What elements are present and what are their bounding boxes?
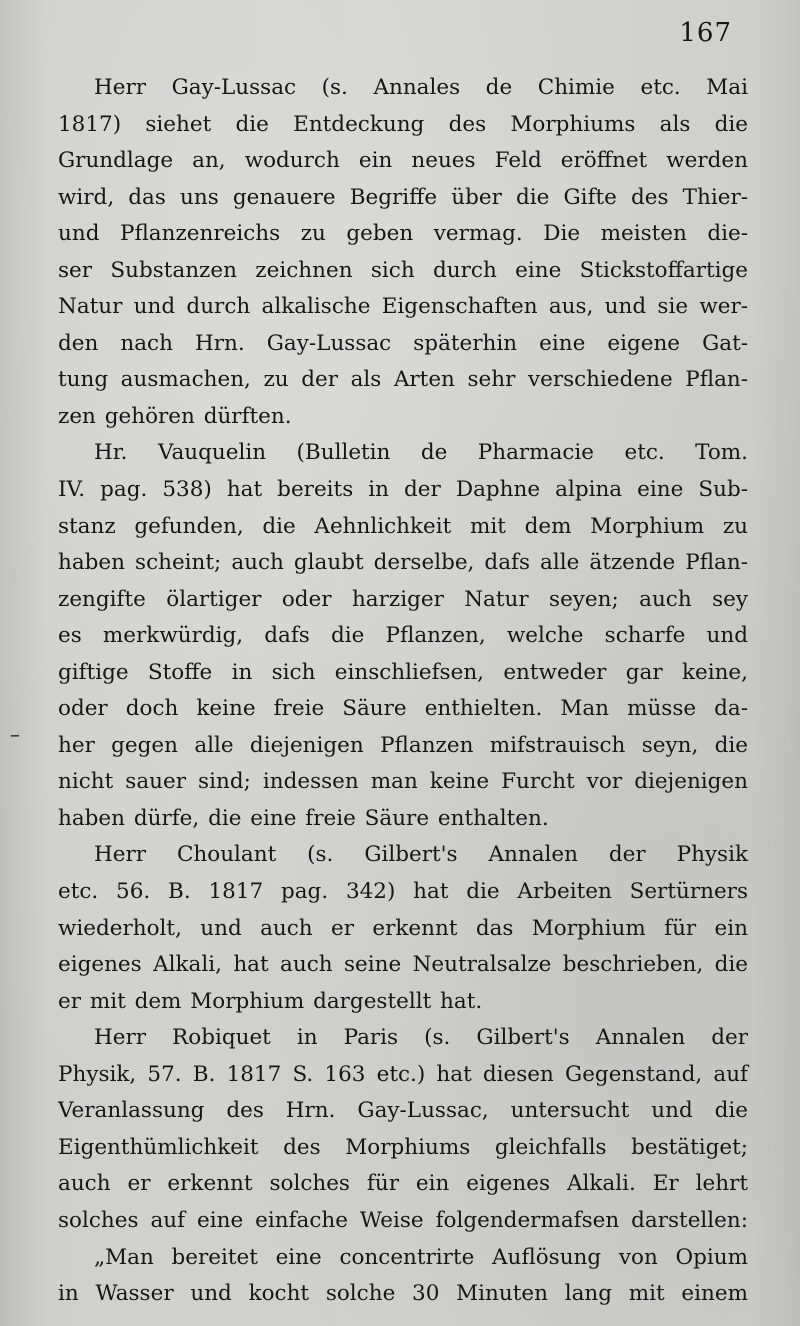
text-line: Eigenthümlichkeit des Morphiums gleichfalls bestätiget; <box>58 1134 748 1160</box>
text-line: Herr Robiquet in Paris (s. Gilbert's Annalen der <box>94 1025 748 1051</box>
text-line: nicht sauer sind; indessen man keine Furcht vor diejenigen <box>58 769 748 795</box>
text-line: etc. 56. B. 1817 pag. 342) hat die Arbeiten Sertürners <box>58 879 748 905</box>
text-line: giftige Stoffe in sich einschliefsen, entweder gar keine, <box>58 659 748 685</box>
text-line: er mit dem Morphium dargestellt hat. <box>58 988 483 1014</box>
text-line: zen gehören dürften. <box>58 403 292 429</box>
text-line: solches auf eine einfache Weise folgendermafsen darstellen: <box>58 1207 748 1233</box>
margin-mark: – <box>10 722 20 746</box>
text-line: zengifte ölartiger oder harziger Natur seyen; auch sey <box>58 586 748 612</box>
text-line: tung ausmachen, zu der als Arten sehr verschiedene Pflan- <box>58 367 748 393</box>
text-line: stanz gefunden, die Aehnlichkeit mit dem Morphium zu <box>58 513 748 539</box>
text-line: Veranlassung des Hrn. Gay-Lussac, untersucht und die <box>58 1098 748 1124</box>
body-text <box>58 70 748 1313</box>
text-line: Hr. Vauquelin (Bulletin de Pharmacie etc. Tom. <box>94 440 748 466</box>
text-line: auch er erkennt solches für ein eigenes Alkali. Er lehrt <box>58 1171 748 1197</box>
text-line: IV. pag. 538) hat bereits in der Daphne alpina eine Sub- <box>58 477 748 503</box>
text-line: es merkwürdig, dafs die Pflanzen, welche scharfe und <box>58 623 748 649</box>
page-number: 167 <box>679 18 732 48</box>
text-line: haben scheint; auch glaubt derselbe, dafs alle ätzende Pflan- <box>58 550 748 576</box>
text-line: in Wasser und kocht solche 30 Minuten lang mit einem <box>58 1281 748 1307</box>
text-line: eigenes Alkali, hat auch seine Neutralsalze beschrieben, die <box>58 952 748 978</box>
text-line: und Pflanzenreichs zu geben vermag. Die meisten die- <box>58 221 748 247</box>
text-line: Herr Gay-Lussac (s. Annales de Chimie etc. Mai <box>94 75 748 100</box>
text-line: Natur und durch alkalische Eigenschaften aus, und sie wer- <box>58 294 748 320</box>
text-line: „Man bereitet eine concentrirte Auflösung von Opium <box>94 1244 748 1270</box>
text-line: Grundlage an, wodurch ein neues Feld eröffnet werden <box>58 148 748 174</box>
text-line: den nach Hrn. Gay-Lussac späterhin eine eigene Gat- <box>58 330 748 356</box>
text-line: haben dürfe, die eine freie Säure enthalten. <box>58 805 549 831</box>
text-line: 1817) siehet die Entdeckung des Morphiums als die <box>58 111 748 137</box>
text-line: her gegen alle diejenigen Pflanzen mifstrauisch seyn, die <box>58 732 748 758</box>
text-line: ser Substanzen zeichnen sich durch eine Stickstoffartige <box>58 257 748 283</box>
text-line: wird, das uns genauere Begriffe über die Gifte des Thier- <box>58 184 748 210</box>
text-line: Physik, 57. B. 1817 S. 163 etc.) hat diesen Gegenstand, auf <box>58 1061 748 1087</box>
text-line: Herr Choulant (s. Gilbert's Annalen der Physik <box>94 842 748 868</box>
text-line: wiederholt, und auch er erkennt das Morphium für ein <box>58 915 748 941</box>
text-line: oder doch keine freie Säure enthielten. Man müsse da- <box>58 696 748 722</box>
